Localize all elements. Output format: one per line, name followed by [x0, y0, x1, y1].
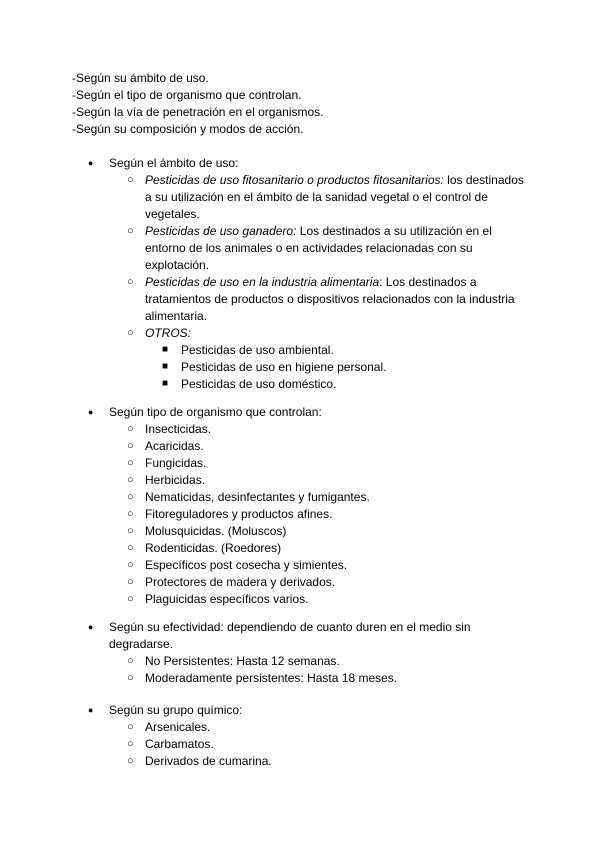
item-text: Fungicidas.: [145, 456, 207, 470]
bullet-circle-icon: ○: [127, 655, 134, 667]
intro-line: -Según su composición y modos de acción.: [72, 122, 304, 136]
item-text: Los destinados a su utilización en el entorno de los animales o en actividades relacionadas con su explotación.: [145, 224, 492, 272]
bullet-square-icon: ■: [162, 361, 169, 372]
bullet-square-icon: ■: [162, 344, 169, 355]
item-text: Pesticidas de uso en higiene personal.: [181, 360, 387, 374]
list-item: [72, 376, 532, 393]
item-text: Pesticidas de uso doméstico.: [181, 377, 337, 391]
list-item: [72, 223, 532, 274]
list-item: [72, 540, 532, 557]
item-text: los destinados a su utilización en el ámbito de la sanidad vegetal o el control de vegetales.: [145, 173, 524, 221]
item-text: Rodenticidas. (Roedores): [145, 541, 282, 555]
bullet-circle-icon: ○: [127, 738, 134, 750]
item-text: No Persistentes: Hasta 12 semanas.: [145, 654, 340, 668]
item-text: Acaricidas.: [145, 439, 204, 453]
list-item: [72, 506, 532, 523]
bullet-disc-icon: ●: [88, 705, 94, 715]
section-efectividad: [72, 619, 532, 687]
item-text: : Los destinados a tratamientos de productos o dispositivos relacionados con la industria alimentaria.: [145, 275, 515, 323]
item-text: Derivados de cumarina.: [145, 754, 272, 768]
section-heading: Según el ámbito de uso:: [109, 156, 239, 170]
bullet-circle-icon: ○: [127, 457, 134, 469]
bullet-circle-icon: ○: [127, 225, 134, 237]
list-item: [72, 719, 532, 736]
bullet-square-icon: ■: [162, 378, 169, 389]
section-tipo-organismo: [72, 404, 532, 608]
item-text: Plaguicidas específicos varios.: [145, 592, 309, 606]
item-text: Fitoreguladores y productos afines.: [145, 507, 333, 521]
item-term: Pesticidas de uso ganadero:: [145, 224, 297, 238]
section-heading: Según tipo de organismo que controlan:: [109, 405, 322, 419]
list-item: [72, 274, 532, 325]
list-item: [72, 455, 532, 472]
list-item: [72, 702, 532, 719]
bullet-circle-icon: ○: [127, 593, 134, 605]
bullet-circle-icon: ○: [127, 525, 134, 537]
bullet-circle-icon: ○: [127, 559, 134, 571]
list-item: [72, 342, 532, 359]
list-item: [72, 753, 532, 770]
list-item: [72, 472, 532, 489]
intro-list: [72, 70, 532, 138]
section-grupo-quimico: [72, 702, 532, 770]
item-text: Insecticidas.: [145, 422, 212, 436]
item-text: Específicos post cosecha y simientes.: [145, 558, 348, 572]
item-term: OTROS:: [145, 326, 192, 340]
list-item: [72, 591, 532, 608]
bullet-circle-icon: ○: [127, 327, 134, 339]
item-text: Moderadamente persistentes: Hasta 18 meses.: [145, 671, 398, 685]
list-item: [72, 404, 532, 421]
bullet-circle-icon: ○: [127, 542, 134, 554]
bullet-circle-icon: ○: [127, 423, 134, 435]
list-item: [72, 736, 532, 753]
item-text: Carbamatos.: [145, 737, 214, 751]
list-item: [72, 172, 532, 223]
list-item: [72, 155, 532, 172]
bullet-disc-icon: ●: [88, 407, 94, 417]
item-text: Molusquicidas. (Moluscos): [145, 524, 287, 538]
item-text: Nematicidas, desinfectantes y fumigantes.: [145, 490, 370, 504]
item-term: Pesticidas de uso fitosanitario o productos fitosanitarios:: [145, 173, 444, 187]
list-item: [72, 574, 532, 591]
bullet-circle-icon: ○: [127, 440, 134, 452]
section-heading: Según su grupo químico:: [109, 703, 243, 717]
bullet-disc-icon: ●: [88, 622, 94, 632]
item-text: Herbicidas.: [145, 473, 206, 487]
bullet-disc-icon: ●: [88, 158, 94, 168]
bullet-circle-icon: ○: [127, 508, 134, 520]
bullet-circle-icon: ○: [127, 474, 134, 486]
list-item: [72, 489, 532, 506]
list-item: [72, 421, 532, 438]
bullet-circle-icon: ○: [127, 174, 134, 186]
item-text: Arsenicales.: [145, 720, 211, 734]
list-item: [72, 653, 532, 670]
bullet-circle-icon: ○: [127, 576, 134, 588]
list-item: [72, 325, 532, 342]
intro-line: -Según el tipo de organismo que controlan.: [72, 88, 302, 102]
intro-line: -Según su ámbito de uso.: [72, 71, 209, 85]
bullet-circle-icon: ○: [127, 491, 134, 503]
bullet-circle-icon: ○: [127, 672, 134, 684]
list-item: [72, 619, 532, 653]
bullet-circle-icon: ○: [127, 755, 134, 767]
bullet-circle-icon: ○: [127, 721, 134, 733]
item-text: Protectores de madera y derivados.: [145, 575, 336, 589]
list-item: [72, 557, 532, 574]
item-text: Pesticidas de uso ambiental.: [181, 343, 334, 357]
section-ambito-de-uso: [72, 155, 532, 393]
list-item: [72, 359, 532, 376]
list-item: [72, 670, 532, 687]
list-item: [72, 523, 532, 540]
intro-line: -Según la vía de penetración en el organismos.: [72, 105, 324, 119]
bullet-circle-icon: ○: [127, 276, 134, 288]
section-heading: Según su efectividad: dependiendo de cuanto duren en el medio sin degradarse.: [109, 620, 471, 651]
list-item: [72, 438, 532, 455]
item-term: Pesticidas de uso en la industria alimentaria: [145, 275, 380, 289]
